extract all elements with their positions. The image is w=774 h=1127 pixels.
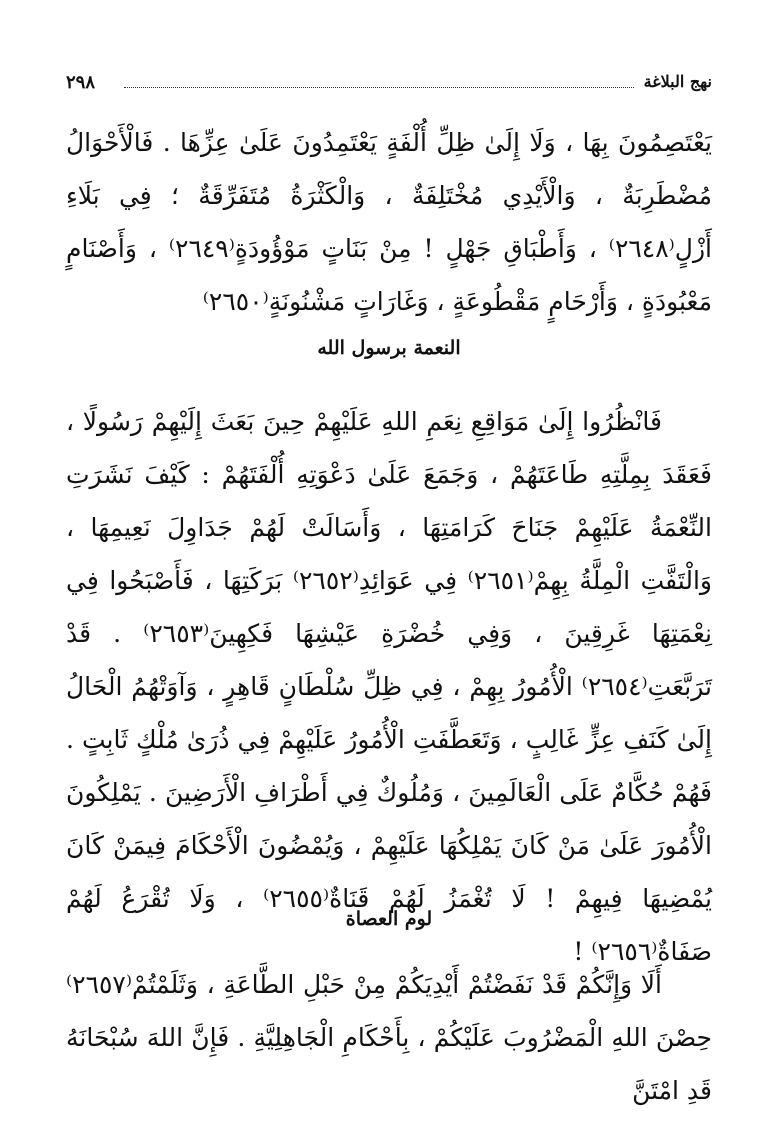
paragraph-text: يَعْتَصِمُونَ بِهَا ، وَلَا إِلَىٰ ظِلِّ أُلْفَةٍ يَعْتَمِدُونَ عَلَىٰ عِزِّهَا . فَالْأَحْوَالُ مُضْطَرِبَةٌ ، وَالْأَيْدِي مُخْتَلِفَةٌ ، وَالْكَثْرَةُ مُتَفَرِّقَةٌ ؛ فِي بَلَاءِ أَزْلٍ⁽٢٦٤٨⁾ ، وَأَطْبَاقِ جَهْلٍ ! مِنْ بَنَاتٍ مَوْؤُودَةٍ⁽٢٦٤٩⁾ ، وَأَصْنَامٍ مَعْبُودَةٍ ، وَأَرْحَامٍ مَقْطُوعَةٍ ، وَغَارَاتٍ مَشْنُونَةٍ⁽٢٦٥٠⁾ — [66, 128, 712, 316]
page-number: ٢٩٨ — [66, 72, 101, 93]
paragraph-text: فَانْظُرُوا إِلَىٰ مَوَاقِعِ نِعَمِ اللهِ عَلَيْهِمْ حِينَ بَعَثَ إِلَيْهِمْ رَسُولًا ، فَعَقَدَ بِمِلَّتِهِ طَاعَتَهُمْ ، وَجَمَعَ عَلَىٰ دَعْوَتِهِ أُلْفَتَهُمْ : كَيْفَ نَشَرَتِ النِّعْمَةُ عَلَيْهِمْ جَنَاحَ كَرَامَتِهَا ، وَأَسَالَتْ لَهُمْ جَدَاوِلَ نَعِيمِهَا ، وَالْتَفَّتِ الْمِلَّةُ بِهِمْ⁽٢٦٥١⁾ فِي عَوَائِدِ⁽٢٦٥٢⁾ بَرَكَتِهَا ، فَأَصْبَحُوا فِي نِعْمَتِهَا غَرِقِينَ ، وَفِي خُضْرَةِ عَيْشِهَا فَكِهِينَ⁽٢٦٥٣⁾ . قَدْ تَرَبَّعَتِ⁽٢٦٥٤⁾ الْأُمُورُ بِهِمْ ، فِي ظِلِّ سُلْطَانٍ قَاهِرٍ ، وَآوَتْهُمُ الْحَالُ إِلَىٰ كَنَفِ عِزٍّ غَالِبٍ ، وَتَعَطَّفَتِ الْأُمُورُ عَلَيْهِمْ فِي ذُرَىٰ مُلْكٍ ثَابِتٍ . فَهُمْ حُكَّامٌ عَلَى الْعَالَمِينَ ، وَمُلُوكٌ فِي أَطْرَافِ الْأَرَضِينَ . يَمْلِكُونَ الْأُمُورَ عَلَىٰ مَنْ كَانَ يَمْلِكُهَا عَلَيْهِمْ ، وَيُمْضُونَ الْأَحْكَامَ فِيمَنْ كَانَ يُمْضِيهَا فِيهِمْ ! لَا تُغْمَزُ لَهُمْ قَنَاةٌ⁽٢٦٥٥⁾ ، وَلَا تُقْرَعُ لَهُمْ صَفَاةٌ⁽٢٦٥٦⁾ ! — [66, 407, 713, 966]
paragraph — [66, 395, 712, 978]
running-header — [66, 72, 712, 94]
paragraph-text: أَلَا وَإِنَّكُمْ قَدْ نَفَضْتُمْ أَيْدِيَكُمْ مِنْ حَبْلِ الطَّاعَةِ ، وَثَلَمْتُمْ⁽٢٦٥٧⁾ حِصْنَ اللهِ الْمَضْرُوبَ عَلَيْكُمْ ، بِأَحْكَامِ الْجَاهِلِيَّةِ . فَإِنَّ اللهَ سُبْحَانَهُ قَدِ امْتَنَّ — [66, 970, 712, 1105]
paragraph — [66, 958, 712, 1117]
paragraph-continuation — [66, 116, 712, 328]
header-dotted-rule — [124, 87, 634, 88]
book-title: نهج البلاغة — [643, 72, 712, 91]
section-heading: النعمة برسول الله — [317, 337, 461, 359]
section-heading: لوم العصاة — [345, 908, 433, 930]
